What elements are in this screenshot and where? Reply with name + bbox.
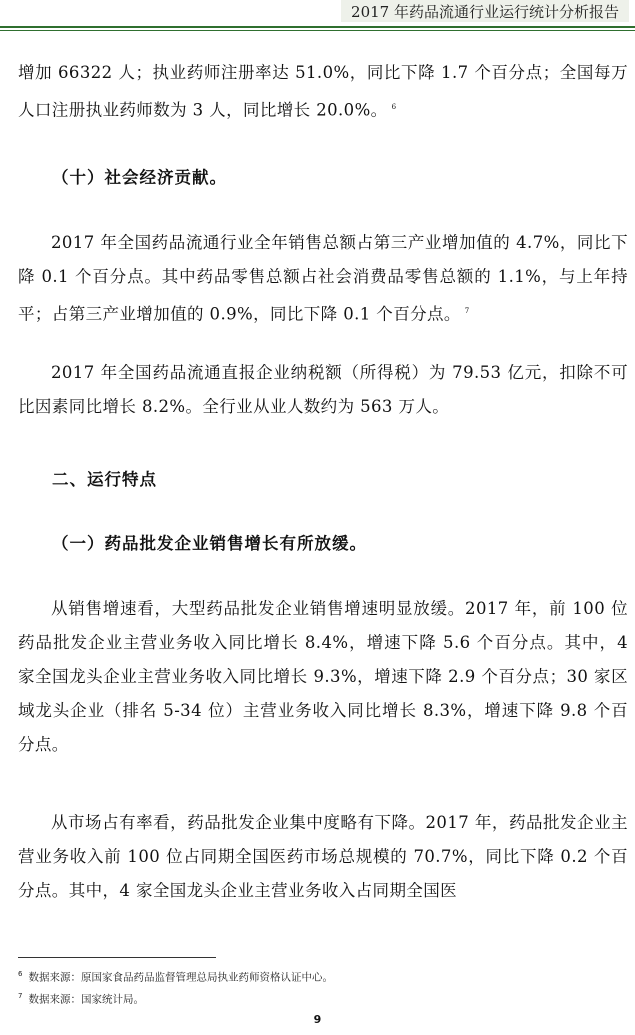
footnote-item: $^6$ 数据来源：原国家食品药品监督管理总局执业药师资格认证中心。 [18, 970, 333, 984]
footnote-item: $^7$ 数据来源：国家统计局。 [18, 991, 144, 1005]
header-rule-thin [0, 30, 635, 31]
page-header [0, 0, 635, 24]
paragraph-text: 2017 年全国药品流通行业全年销售总额占第三产业增加值的 4.7%，同比下降 0.1 个百分点。其中药品零售总额占社会消费品零售总额的 1.1%，与上年持平；占第三产业增加值的 0.9%，同比下降 0.1 个百分点。 [18, 233, 628, 324]
paragraph-registration [18, 56, 628, 128]
section-heading-social-contribution: （十）社会经济贡献。 [52, 168, 227, 187]
paragraph-text: 从销售增速看，大型药品批发企业销售增速明显放缓。2017 年，前 100 位药品批发企业主营业务收入同比增长 8.4%，增速下降 5.6 个百分点。其中，4 家全国龙头企业主营业务收入同比增长 9.3%，增速下降 2.9 个百分点；30 家区域龙头企业（排名 5-34 位）主营业务收入同比增长 8.3%，增速下降 9.8 个百分点。 [18, 599, 628, 754]
paragraph-tax [18, 356, 628, 424]
paragraph-text: 从市场占有率看，药品批发企业集中度略有下降。2017 年，药品批发企业主营业务收入前 100 位占同期全国医药市场总规模的 70.7%，同比下降 0.2 个百分点。其中，4 家全国龙头企业主营业务收入占同期全国医 [18, 813, 628, 900]
paragraph-sales-share [18, 226, 628, 332]
header-rule [0, 26, 635, 28]
paragraph-text: 2017 年全国药品流通直报企业纳税额（所得税）为 79.53 亿元，扣除不可比因素同比增长 8.2%。全行业从业人数约为 563 万人。 [18, 363, 628, 416]
footnote-ref[interactable]: 6 [391, 103, 397, 111]
footnotes [18, 965, 618, 1008]
part-heading-features: 二、运行特点 [52, 470, 157, 489]
header-title: 2017 年药品流通行业运行统计分析报告 [341, 0, 629, 22]
footnote-ref[interactable]: 7 [464, 307, 470, 315]
subsection-heading-wholesale: （一）药品批发企业销售增长有所放缓。 [52, 534, 367, 553]
paragraph-growth [18, 592, 628, 762]
paragraph-text: 增加 66322 人；执业药师注册率达 51.0%，同比下降 1.7 个百分点；全国每万人口注册执业药师数为 3 人，同比增长 20.0%。 [18, 63, 628, 120]
footnote-separator [18, 957, 216, 958]
page-number: 9 [313, 1013, 322, 1026]
paragraph-market-share [18, 806, 628, 908]
